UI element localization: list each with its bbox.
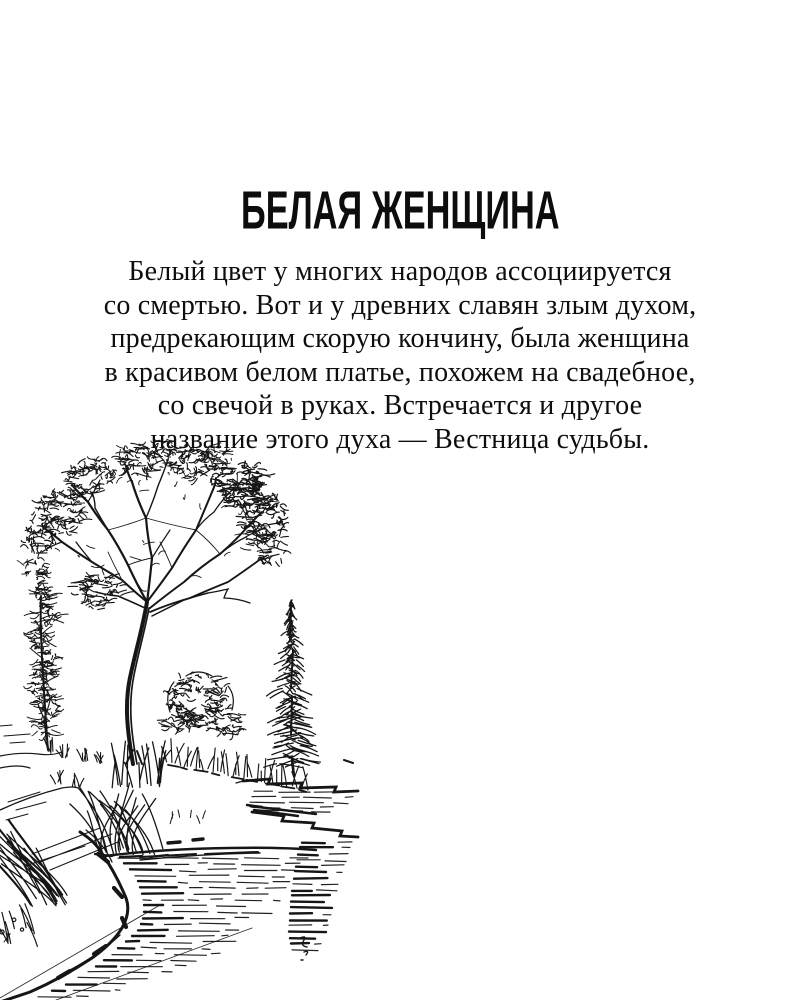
paragraph-line: в красивом белом платье, похожем на свадебное, (104, 356, 696, 388)
ink-sketch (0, 430, 380, 1000)
paragraph-line: со смертью. Вот и у древних славян злым духом, (103, 289, 697, 321)
page-title (0, 181, 800, 242)
article-paragraph (0, 255, 800, 456)
page-title-text: БЕЛАЯ ЖЕНЩИНА (240, 181, 560, 242)
paragraph-line: предрекающим скорую кончину, была женщина (110, 323, 690, 354)
paragraph-line: название этого духа — Вестница судьбы. (150, 423, 650, 455)
paragraph-line: со свечой в руках. Встречается и другое (157, 390, 643, 421)
paragraph-line: Белый цвет у многих народов ассоциируется (128, 256, 672, 287)
riverbank-illustration (0, 430, 380, 1000)
